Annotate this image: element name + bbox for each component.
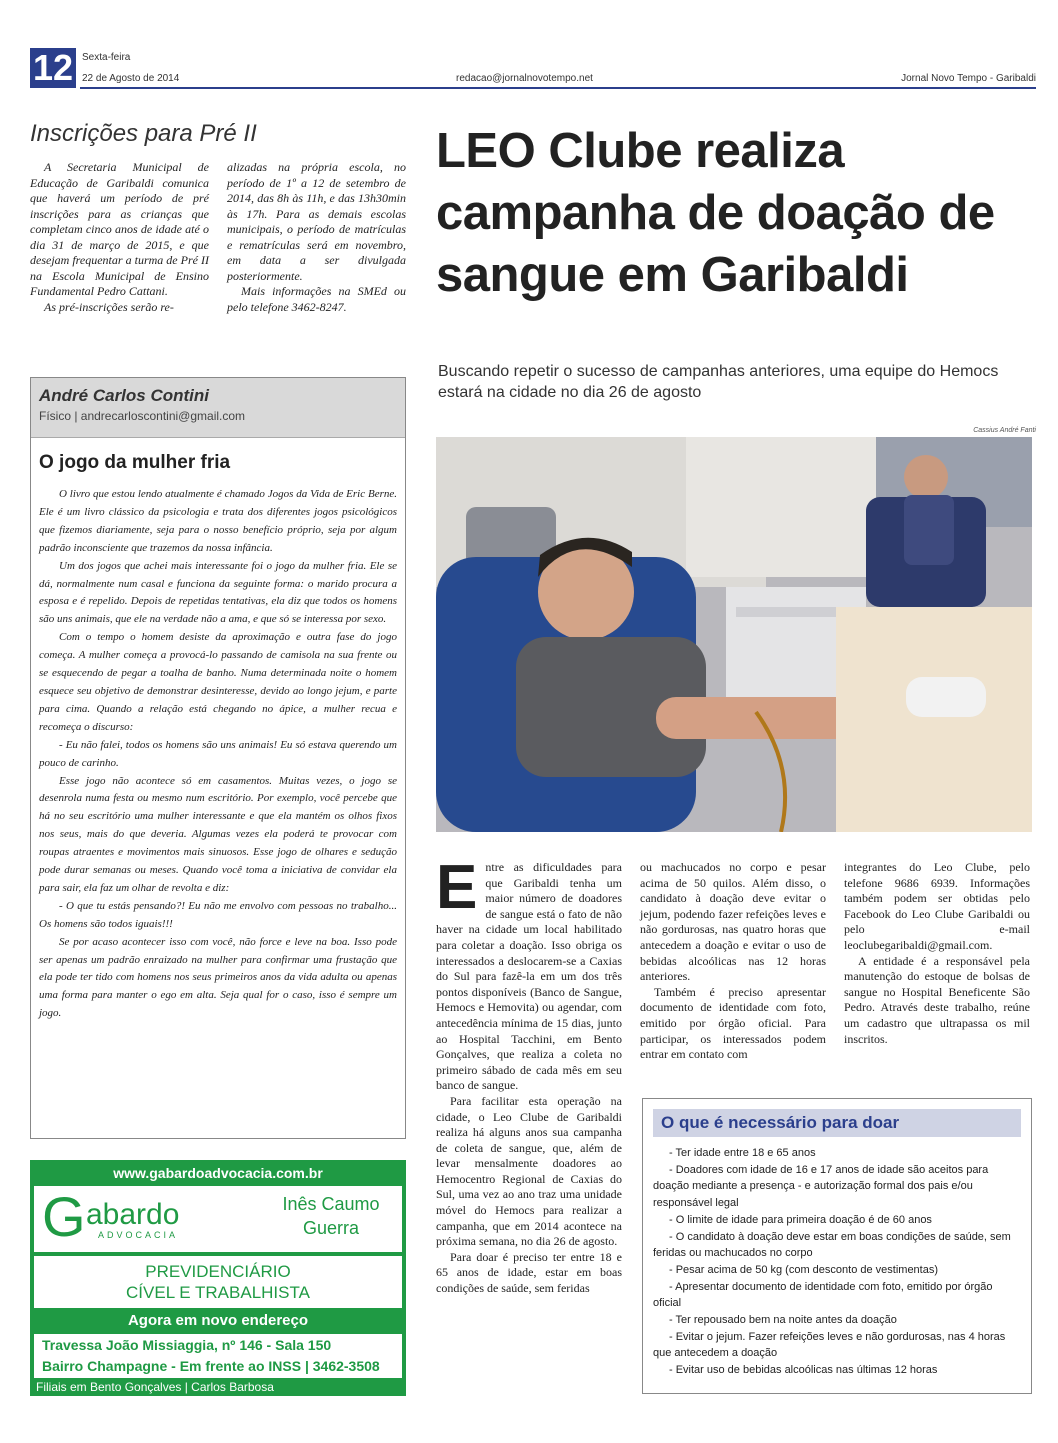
list-item: - Evitar uso de bebidas alcoólicas nas últimas 12 horas (669, 1364, 938, 1377)
paragraph: A entidade é a responsável pela manutenção do estoque de bolsas de sangue no Hospital Beneficente São Pedro. Através deste trabalho, reúne um cadastro que ultrapassa os mil inscritos. (844, 953, 1030, 1046)
opinion-title: O jogo da mulher fria (39, 452, 231, 473)
list-item: - O candidato à doação deve estar em boas condições de saúde, sem feridas ou machucados no corpo (653, 1230, 1011, 1260)
lawyer-name-line: Guerra (302, 1218, 360, 1238)
logo-subtitle: ADVOCACIA (98, 1230, 179, 1240)
photo-illustration (436, 437, 1032, 832)
pre2-title: Inscrições para Pré II (30, 120, 257, 147)
header-rule (80, 87, 1036, 89)
paragraph: ou machucados no corpo e pesar acima de 50 quilos. Além disso, o candidato à doação deve evitar o jejum, podendo fazer refeições leves e não gordurosas, nas quatro horas que antecedem a doação e evitar o uso de bebidas alcoólicas nas 12 horas anteriores. (640, 860, 826, 984)
list-item: - Doadores com idade de 16 e 17 anos de idade são aceitos para doação mediante a presença - e autorização formal dos pais e/ou responsável legal (653, 1163, 989, 1210)
lead-text: ntre as dificuldades para que Garibaldi tenha um maior número de doadores de sangue está o fato de não haver na cidade um local habilitado para coletar a doação. Isso obriga os interessados a deslocarem-se a Caxias do Sul para fazê-la em um dos três pontos disponíveis (Banco de Sangue, Hemocs e Hemovita) ou agendar, com antecedência mínima de 15 dias, junto ao Hospital Tacchini, em Bento Gonçalves, que realiza a coleta no primeiro sábado de cada mês em seu banco de sangue. (436, 860, 622, 1093)
paragraph: Com o tempo o homem desiste da aproximação e outra fase do jogo começa. A mulher começa a provocá-lo passando de camisola na sua frente ou se esquecendo de pegar a toalha de banho. Numa determinada noite o homem esquece seu objetivo de demonstrar desinteresse, devido ao longo jejum, e parte para cima. Quando a relação está chegando no ápice, a mulher recua e recomeça o discurso: (39, 631, 397, 733)
author-role: Físico | andrecarloscontini@gmail.com (39, 409, 246, 423)
paragraph: O livro que estou lendo atualmente é chamado Jogos da Vida de Eric Berne. Ele é um livro clássico da psicologia e trata dos diferentes jogos psicológicos que fizemos diariamente, seja para o nosso benefício próprio, seja por algum padrão inconsciente que trazemos da nossa infância. (39, 488, 397, 554)
article-subheadline: Buscando repetir o sucesso de campanhas anteriores, uma equipe do Hemocs estará na cidade no dia 26 de agosto (438, 363, 999, 401)
lawyer-name-line: Inês Caumo (282, 1194, 380, 1214)
page-number: 12 (30, 48, 76, 88)
paragraph: As pré-inscrições serão re- (44, 299, 174, 314)
paragraph: Também é preciso apresentar documento de identidade com foto, emitido por órgão oficial. Para participar, os interessados podem entrar em contato com (640, 984, 826, 1062)
newspaper-name: Jornal Novo Tempo - Garibaldi (901, 73, 1036, 84)
law-firm-advertisement (30, 1160, 406, 1396)
article-column-1 (436, 853, 622, 1297)
address-line: Travessa João Missiaggia, nº 146 - Sala 150 (42, 1337, 332, 1353)
author-header (31, 378, 405, 438)
office-address (34, 1334, 402, 1378)
paragraph: Para doar é preciso ter entre 18 e 65 anos de idade, estar em boas condições de saúde, sem feridas (436, 1249, 622, 1296)
paragraph (436, 853, 622, 1094)
paragraph: Para facilitar esta operação na cidade, o Leo Clube de Garibaldi realiza há alguns anos sua campanha de coleta de sangue, que, além de levar mensalmente doadores ao Hemocentro Regional de Caxias do Sul, uma vez ao ano traz uma unidade móvel do Hemocs para realizar a campanha, que em 2014 acontece na próxima semana, no dia 26 de agosto. (436, 1093, 622, 1249)
drop-cap: E (436, 853, 478, 922)
list-item: - Ter repousado bem na noite antes da doação (669, 1314, 897, 1327)
list-item: - O limite de idade para primeira doação é de 60 anos (669, 1213, 932, 1226)
paragraph: Se por acaso acontecer isso com você, não force e leve na boa. Isso pode ser apenas um padrão enraizado na mulher para confirmar uma frustação que ela pode ter tido com homens nos seus primeiros anos da vida adulta ou apenas uma forma para manter o ego em alta. Seja qual for o caso, isso é sempre um jogo. (39, 935, 397, 1020)
new-address-notice: Agora em novo endereço (127, 1312, 309, 1329)
issue-weekday: Sexta-feira (82, 52, 131, 63)
opinion-column (30, 377, 406, 1139)
practice-areas (34, 1256, 402, 1308)
list-item: - Apresentar documento de identidade com foto, emitido por órgão oficial (653, 1280, 993, 1310)
branch-offices: Filiais em Bento Gonçalves | Carlos Barbosa (36, 1380, 274, 1394)
practice-area-line: PREVIDENCIÁRIO (145, 1262, 291, 1281)
paragraph: Um dos jogos que achei mais interessante foi o jogo da mulher fria. Ele se dá, normalmente num casal e funciona da seguinte forma: o marido procura a esposa e é repelido. Depois de repetidas tentativas, ela diz que todos os homens são uns animais, que ele na verdade não a ama, e que só se interessa por sexo. (39, 559, 397, 626)
list-item: - Ter idade entre 18 e 65 anos (669, 1147, 816, 1159)
gabardo-logo (40, 1185, 236, 1248)
paragraph: integrantes do Leo Clube, pelo telefone 9686 6939. Informações também podem ser obtidas pelo Facebook do Leo Clube Garibaldi ou pelo e-mail leoclubegaribaldi@gmail.com. (844, 860, 1030, 952)
paragraph: - O que tu estás pensando?! Eu não me envolvo com pessoas no trabalho... Os homens são todos iguais!!! (39, 899, 397, 930)
pre2-column-2 (227, 160, 406, 315)
requirements-title: O que é necessário para doar (653, 1109, 1021, 1137)
newsroom-email[interactable]: redacao@jornalnovotempo.net (456, 73, 593, 84)
author-name: André Carlos Contini (39, 386, 210, 405)
paragraph: A Secretaria Municipal de Educação de Garibaldi comunica que haverá um período de pré inscrições para as crianças que completam cinco anos de idade até o dia 31 de março de 2015, e que desejam frequentar a turma de Pré II na Escola Municipal de Ensino Fundamental Pedro Cattani. (30, 160, 209, 298)
donation-requirements-box (642, 1098, 1032, 1394)
pre2-column-1 (30, 160, 209, 315)
logo-initial: G (42, 1185, 86, 1248)
logo-wordmark: abardo (86, 1198, 180, 1231)
lawyer-name (266, 1192, 396, 1240)
opinion-body (31, 474, 405, 1023)
paragraph: alizadas na própria escola, no período de 1º a 12 de setembro de 2014, das 8h às 11h, e das 13h30min às 17h. Para as demais escolas municipais, o período de matrículas e rematrículas será em novembro, em data a ser divulgada posteriormente. (227, 160, 406, 283)
requirements-list (643, 1137, 1031, 1379)
ad-logo-panel (34, 1186, 402, 1252)
paragraph: Esse jogo não acontece só em casamentos. Muitas vezes, o jogo se desenrola numa festa ou mesmo num escritório. Por exemplo, você percebe que há no seu escritório uma mulher interessante e que ela mantém os olhos fixos nos seus, mais do que deveria. Algumas vezes ela poderá te provocar com roupas atraentes e movimentos mais sinuosos. Esse jogo de olhares e sedução pode durar semanas ou meses. Quando você toma a iniciativa de convidar ela para sair, ela faz um olhar de revolta e diz: (39, 774, 397, 894)
issue-date: 22 de Agosto de 2014 (82, 73, 180, 84)
list-item: - Pesar acima de 50 kg (com desconto de vestimentas) (669, 1263, 939, 1276)
blood-donation-photo (436, 437, 1032, 832)
article-headline: LEO Clube realiza campanha de doação de sangue em Garibaldi (436, 124, 995, 302)
pre2-body (30, 160, 406, 315)
ad-website[interactable]: www.gabardoadvocacia.com.br (113, 1165, 323, 1181)
paragraph: Mais informações na SMEd ou pelo telefone 3462-8247. (227, 284, 406, 314)
list-item: - Evitar o jejum. Fazer refeições leves e não gordurosas, nas 4 horas que antecedem a doação (653, 1330, 1006, 1360)
paragraph: - Eu não falei, todos os homens são uns animais! Eu só estava querendo um pouco de carinho. (39, 738, 397, 769)
practice-area-line: CÍVEL E TRABALHISTA (126, 1283, 310, 1302)
address-line: Bairro Champagne - Em frente ao INSS | 3462-3508 (42, 1358, 380, 1374)
photo-credit: Cassius André Fanti (973, 427, 1036, 434)
